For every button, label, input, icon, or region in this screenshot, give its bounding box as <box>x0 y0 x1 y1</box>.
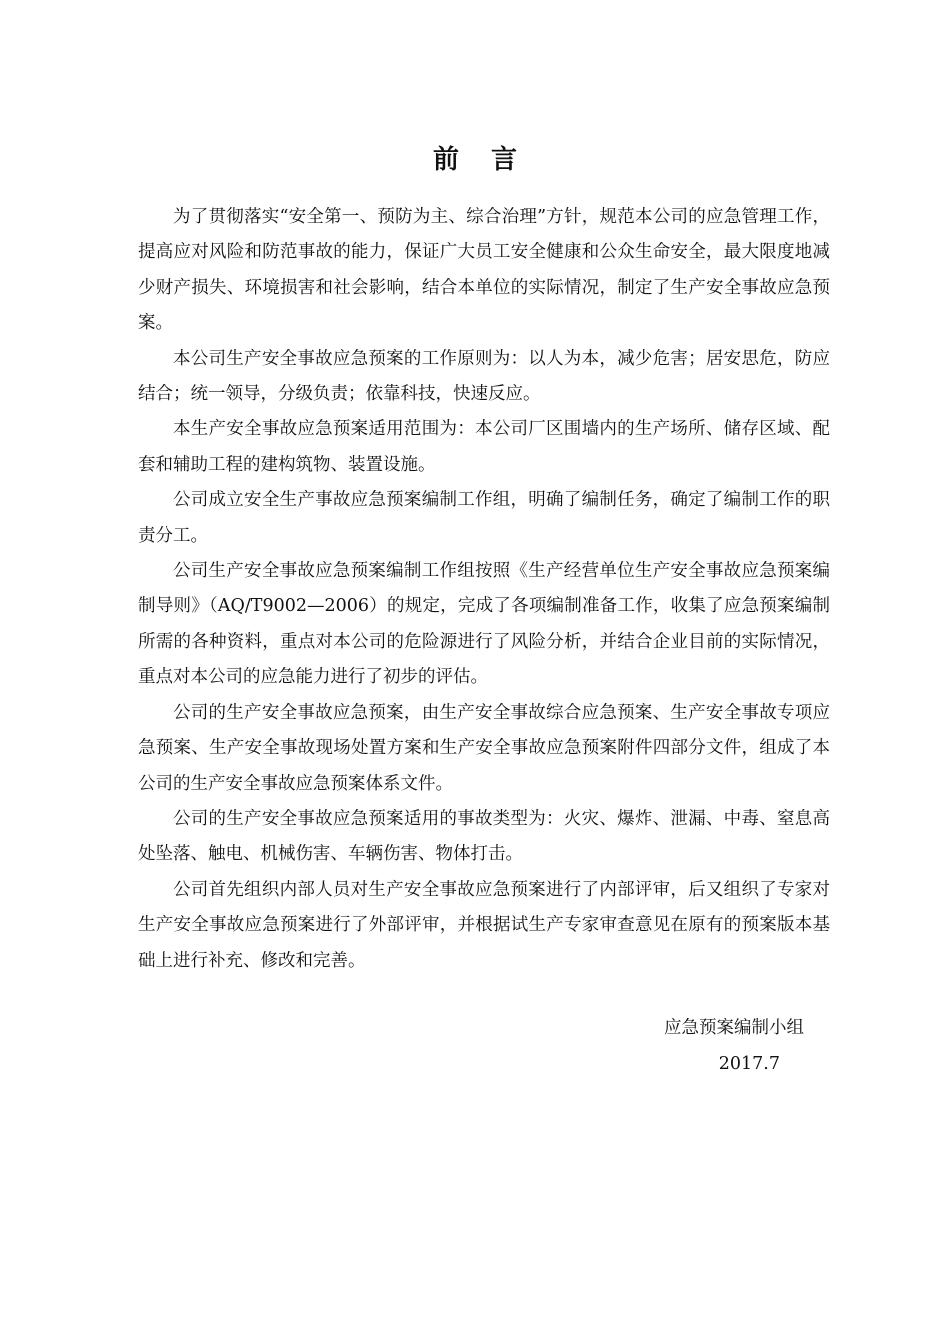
signature-organization: 应急预案编制小组 <box>664 1018 804 1038</box>
paragraph-7: 公司的生产安全事故应急预案适用的事故类型为：火灾、爆炸、泄漏、中毒、窒息高处坠落、触电、机械伤害、车辆伤害、物体打击。 <box>138 808 830 865</box>
paragraph-4: 公司成立安全生产事故应急预案编制工作组，明确了编制任务，确定了编制工作的职责分工。 <box>138 490 830 546</box>
paragraph-1: 为了贯彻落实“安全第一、预防为主、综合治理”方针，规范本公司的应急管理工作，提高应对风险和防范事故的能力，保证广大员工安全健康和公众生命安全，最大限度地减少财产损失、环境损害和社会影响，结合本单位的实际情况，制定了生产安全事故应急预案。 <box>138 207 830 334</box>
page-title: 前言 <box>432 145 549 175</box>
paragraph-2: 本公司生产安全事故应急预案的工作原则为：以人为本，减少危害；居安思危，防应结合；统一领导，分级负责；依靠科技，快速反应。 <box>138 348 830 405</box>
paragraph-5: 公司生产安全事故应急预案编制工作组按照《生产经营单位生产安全事故应急预案编制导则》（AQ/T9002—2006）的规定，完成了各项编制准备工作，收集了应急预案编制所需的各种资料，重点对本公司的危险源进行了风险分析，并结合企业目前的实际情况，重点对本公司的应急能力进行了初步的评估。 <box>138 561 830 688</box>
signature-block <box>600 1010 820 1082</box>
body-text <box>138 200 830 979</box>
paragraph-3: 本生产安全事故应急预案适用范围为：本公司厂区围墙内的生产场所、储存区域、配套和辅助工程的建构筑物、装置设施。 <box>138 419 830 475</box>
paragraph-8: 公司首先组织内部人员对生产安全事故应急预案进行了内部评审，后又组织了专家对生产安全事故应急预案进行了外部评审，并根据试生产专家审查意见在原有的预案版本基础上进行补充、修改和完善。 <box>138 879 830 971</box>
paragraph-6: 公司的生产安全事故应急预案，由生产安全事故综合应急预案、生产安全事故专项应急预案、生产安全事故现场处置方案和生产安全事故应急预案附件四部分文件，组成了本公司的生产安全事故应急预案体系文件。 <box>138 702 830 794</box>
signature-date: 2017.7 <box>718 1054 780 1074</box>
